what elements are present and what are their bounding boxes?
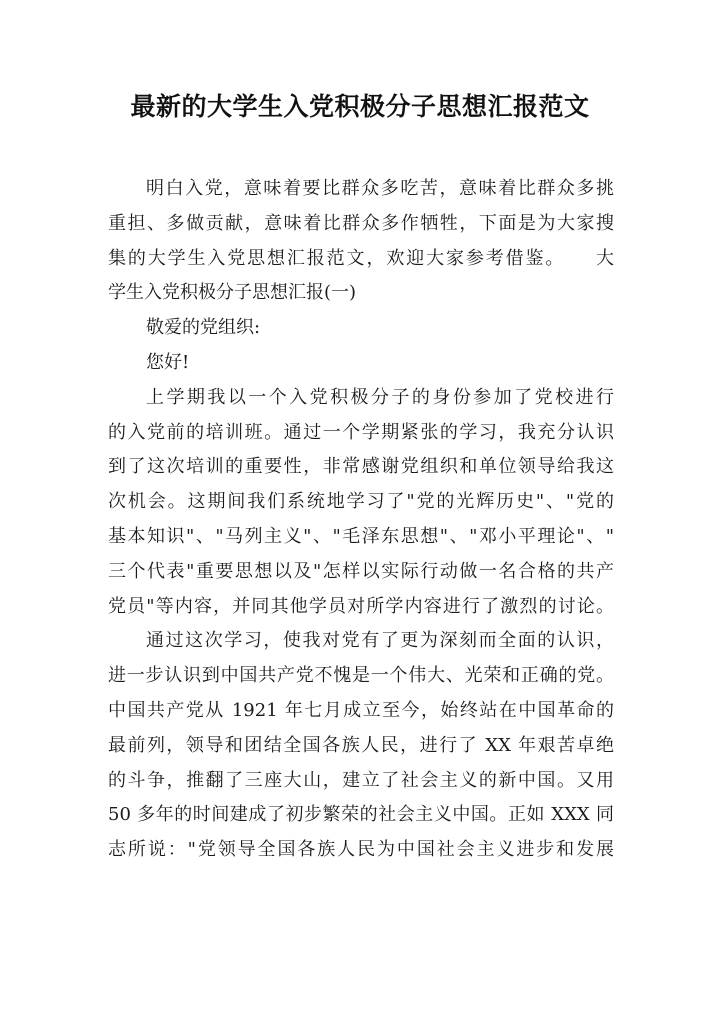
document-title: 最新的大学生入党积极分子思想汇报范文 (130, 92, 590, 121)
greeting: 您好! (146, 351, 190, 373)
text-line: 到了这次培训的重要性，非常感谢党组织和单位领导给我这 (108, 456, 614, 478)
text-line: 重担、多做贡献，意味着比群众多作牺牲，下面是为大家搜 (108, 212, 614, 234)
text-line: 明白入党，意味着要比群众多吃苦，意味着比群众多挑 (146, 178, 614, 199)
text-line: 最前列，领导和团结全国各族人民，进行了 XX 年艰苦卓绝 (108, 734, 614, 756)
text-line: 志所说："党领导全国各族人民为中国社会主义进步和发展 (108, 839, 614, 861)
text-line: 进一步认识到中国共产党不愧是一个伟大、光荣和正确的党。 (108, 665, 614, 687)
document-body (108, 172, 614, 868)
text-line: 的斗争，推翻了三座大山，建立了社会主义的新中国。又用 (108, 769, 614, 791)
text-line: 党员"等内容，并同其他学员对所学内容进行了激烈的讨论。 (108, 595, 614, 617)
text-line: 50 多年的时间建成了初步繁荣的社会主义中国。正如 XXX 同 (108, 804, 614, 826)
text-line: 的入党前的培训班。通过一个学期紧张的学习，我充分认识 (108, 421, 614, 443)
text-line: 集的大学生入党思想汇报范文，欢迎大家参考借鉴。 大 (108, 247, 614, 269)
text-line: 基本知识"、"马列主义"、"毛泽东思想"、"邓小平理论"、" (108, 525, 614, 547)
text-line: 学生入党积极分子思想汇报(一) (108, 282, 357, 304)
text-line: 通过这次学习，使我对党有了更为深刻而全面的认识， (146, 630, 614, 652)
text-line: 次机会。这期间我们系统地学习了"党的光辉历史"、"党的 (108, 491, 614, 513)
text-line: 三个代表"重要思想以及"怎样以实际行动做一名合格的共产 (108, 560, 614, 582)
salutation: 敬爱的党组织: (146, 317, 261, 339)
text-line: 中国共产党从 1921 年七月成立至今，始终站在中国革命的 (108, 699, 614, 721)
text-line: 上学期我以一个入党积极分子的身份参加了党校进行 (146, 386, 614, 408)
